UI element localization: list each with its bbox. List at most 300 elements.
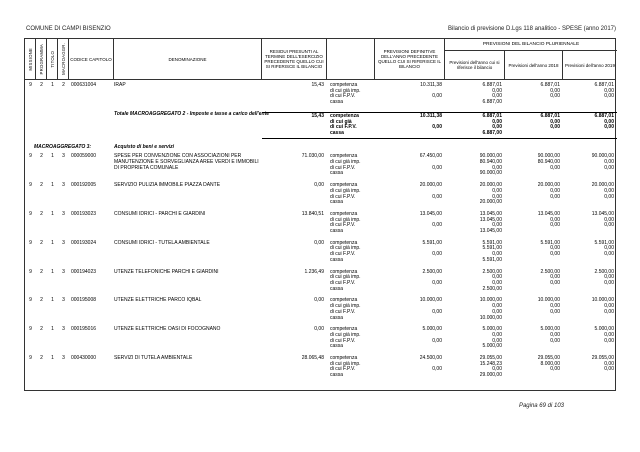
- residui-value: [262, 200, 327, 206]
- cell-titolo: 1: [51, 268, 54, 275]
- previsioni-definitive-value: [375, 229, 445, 235]
- previsioni-anno-value: 0,00: [492, 279, 502, 286]
- amounts-block: [262, 298, 617, 321]
- col-header-denominazione: DENOMINAZIONE: [114, 39, 262, 79]
- amount-line: [262, 100, 617, 106]
- previsioni-2019-value: 0,00: [604, 360, 614, 367]
- previsioni-anno-value: 0,00: [492, 274, 502, 281]
- municipality-title: COMUNE DI CAMPI BISENZIO: [26, 26, 111, 32]
- previsioni-2018-value: 0,00: [550, 193, 560, 200]
- cell-missione: 9: [29, 210, 32, 217]
- cell-denominazione: [114, 212, 262, 235]
- amounts-block: [262, 154, 617, 177]
- previsioni-anno-value: 0,00: [492, 331, 502, 338]
- amounts-block: [262, 327, 617, 350]
- amount-type-label: di cui F.P.V.: [330, 251, 356, 258]
- amount-line: [262, 373, 617, 379]
- residui-value: 71.030,00: [301, 153, 324, 160]
- previsioni-2018-value: 0,00: [550, 251, 560, 258]
- previsioni-anno-value: 29.000,00: [479, 372, 502, 379]
- col-header-tipo-empty: [327, 39, 375, 79]
- residui-value: [262, 100, 327, 106]
- cell-denominazione: [114, 83, 262, 106]
- residui-value: [262, 373, 327, 379]
- previsioni-2018-value: [505, 171, 563, 177]
- previsioni-anno-value: 0,00: [492, 193, 502, 200]
- previsioni-anno-value: 20.000,00: [479, 199, 502, 206]
- section-code: MACROAGGREGATO 3:: [34, 143, 92, 150]
- cell-titolo: 1: [51, 210, 54, 217]
- previsioni-definitive-value: 20.000,00: [419, 182, 442, 189]
- residui-value: 1.236,49: [304, 268, 324, 275]
- total-row-label: Totale MACROAGGREGATO 2 - Imposte e tasse a carico dell'ente: [114, 110, 270, 117]
- residui-value: 28.065,48: [301, 355, 324, 362]
- previsioni-2019-value: 10.000,00: [591, 297, 614, 304]
- previsioni-2018-value: [505, 287, 563, 293]
- cell-missione: 9: [29, 355, 32, 362]
- previsioni-anno-value: 20.000,00: [479, 182, 502, 189]
- previsioni-definitive-value: 2.500,00: [422, 268, 442, 275]
- residui-value: 0,00: [314, 326, 324, 333]
- previsioni-2019-value: 0,00: [604, 279, 614, 286]
- previsioni-anno-value: 0,00: [492, 93, 502, 100]
- cell-macroaggr: 2: [62, 82, 65, 88]
- amount-type-label: di cui già imp.: [330, 159, 361, 166]
- amounts-block: [262, 112, 617, 139]
- previsioni-2019-value: 0,00: [604, 245, 614, 252]
- previsioni-2018-value: [505, 258, 563, 264]
- cell-denominazione: [114, 183, 262, 206]
- cell-programma: 2: [40, 210, 43, 217]
- previsioni-2019-value: 20.000,00: [591, 182, 614, 189]
- col-header-macroaggr-label: MACROAGGR.: [60, 43, 66, 75]
- amount-type-label: competenza: [330, 268, 358, 275]
- col-header-previsioni-2019: Previsioni dell'anno 2019: [565, 62, 615, 68]
- col-header-previsioni-definitive: PREVISIONI DEFINITIVE DELL'ANNO PRECEDENTE QUELLO CUI SI RIFERISCE IL BILANCIO: [375, 39, 445, 79]
- previsioni-anno-value: 13.045,00: [479, 228, 502, 235]
- amount-type-label: di cui già imp.: [330, 245, 361, 252]
- previsioni-definitive-value: 0,00: [432, 337, 442, 344]
- previsioni-2018-value: [505, 316, 563, 322]
- cell-codice-capitolo: 000195016: [71, 326, 97, 333]
- previsioni-anno-value: 0,00: [492, 303, 502, 310]
- cell-missione: 9: [29, 326, 32, 333]
- previsioni-2019-value: 29.055,00: [591, 355, 614, 362]
- previsioni-anno-value: 2.500,00: [482, 268, 502, 275]
- previsioni-2019-value: [563, 316, 617, 322]
- previsioni-definitive-value: 67.450,00: [419, 153, 442, 160]
- previsioni-2018-value: 0,00: [550, 124, 560, 131]
- cell-programma: 2: [40, 182, 43, 189]
- total-row-spacer: [25, 112, 114, 139]
- cell-programma: 2: [40, 355, 43, 362]
- previsioni-definitive-value: 13.045,00: [419, 210, 442, 217]
- residui-value: [262, 171, 327, 177]
- denominazione-line: DI PROPRIETA COMUNALE: [114, 164, 179, 171]
- previsioni-definitive-value: 10.311,38: [420, 112, 442, 119]
- cell-macroaggr: 3: [62, 239, 65, 246]
- previsioni-2018-value: [505, 200, 563, 206]
- table-row: [25, 241, 615, 264]
- previsioni-anno-value: 5.591,00: [482, 256, 502, 263]
- cell-codice-capitolo: 000192005: [71, 182, 97, 189]
- amounts-block: [262, 241, 617, 264]
- amount-type-label: di cui F.P.V.: [330, 193, 356, 200]
- budget-table: [24, 38, 616, 391]
- previsioni-2018-value: 0,00: [550, 308, 560, 315]
- cell-codice-capitolo: 000430000: [71, 355, 97, 362]
- previsioni-definitive-value: 0,00: [432, 193, 442, 200]
- previsioni-anno-value: 0,00: [492, 118, 502, 125]
- table-body: [24, 80, 616, 391]
- amount-type-label: cassa: [330, 372, 344, 379]
- page-number: Pagina 69 di 103: [518, 403, 564, 409]
- previsioni-2019-value: 0,00: [604, 93, 614, 100]
- previsioni-definitive-value: 5.591,00: [422, 239, 442, 246]
- previsioni-definitive-value: 10.000,00: [419, 297, 442, 304]
- previsioni-2018-value: 5.000,00: [540, 326, 560, 333]
- previsioni-2018-value: 0,00: [550, 274, 560, 281]
- cell-denominazione: [114, 327, 262, 350]
- previsioni-anno-value: 13.045,00: [479, 216, 502, 223]
- previsioni-2019-value: [563, 131, 617, 137]
- table-header-row: [24, 38, 616, 80]
- previsioni-anno-value: 0,00: [492, 87, 502, 94]
- cell-programma: 2: [40, 153, 43, 160]
- previsioni-2019-value: 0,00: [604, 366, 614, 373]
- previsioni-2018-value: 0,00: [550, 93, 560, 100]
- previsioni-definitive-value: 0,00: [432, 366, 442, 373]
- denominazione-line: CONSUMI IDRICI - TUTELA AMBIENTALE: [114, 239, 210, 246]
- amount-line: [262, 287, 617, 293]
- previsioni-2018-value: 6.887,01: [540, 82, 560, 88]
- col-header-codice-capitolo: CODICE CAPITOLO: [69, 39, 114, 79]
- amount-type-label: competenza: [330, 210, 358, 217]
- previsioni-2019-value: 5.000,00: [594, 326, 614, 333]
- amount-type-label: di cui F.P.V.: [330, 164, 356, 171]
- denominazione-line: SERVIZIO PULIZIA IMMOBILE PIAZZA DANTE: [114, 182, 221, 189]
- previsioni-definitive-value: [375, 316, 445, 322]
- amount-type-label: competenza: [330, 112, 359, 119]
- amount-line: [262, 171, 617, 177]
- previsioni-anno-value: 0,00: [492, 308, 502, 315]
- residui-value: 0,00: [314, 297, 324, 304]
- previsioni-2019-value: 6.887,01: [594, 82, 614, 88]
- cell-programma: 2: [40, 268, 43, 275]
- cell-titolo: 1: [51, 355, 54, 362]
- previsioni-definitive-value: 0,00: [432, 251, 442, 258]
- previsioni-anno-value: 6.887,01: [482, 112, 502, 119]
- previsioni-definitive-value: [375, 344, 445, 350]
- amount-type-label: competenza: [330, 297, 358, 304]
- amount-type-label: di cui già imp.: [330, 360, 361, 367]
- amount-type-label: competenza: [330, 182, 358, 189]
- previsioni-2019-value: 2.500,00: [594, 268, 614, 275]
- previsioni-2019-value: [563, 258, 617, 264]
- previsioni-definitive-value: 0,00: [432, 164, 442, 171]
- amount-type-label: competenza: [330, 326, 358, 333]
- cell-missione: 9: [29, 182, 32, 189]
- previsioni-anno-value: 90.000,00: [479, 170, 502, 177]
- col-header-previsioni-2018: Previsioni dell'anno 2018: [505, 51, 563, 79]
- amount-type-label: di cui già imp.: [330, 216, 361, 223]
- previsioni-definitive-value: 24.500,00: [419, 355, 442, 362]
- previsioni-anno-value: 5.000,00: [482, 343, 502, 350]
- col-header-titolo-label: TITOLO: [49, 50, 55, 68]
- previsioni-anno-value: 10.000,00: [479, 297, 502, 304]
- previsioni-2018-value: 8.000,00: [540, 360, 560, 367]
- cell-programma: 2: [40, 82, 43, 88]
- previsioni-definitive-value: [375, 373, 445, 379]
- amount-type-label: cassa: [330, 228, 344, 235]
- previsioni-2018-value: 0,00: [550, 87, 560, 94]
- document-header: [26, 26, 616, 32]
- amounts-block: [262, 83, 617, 106]
- amount-type-label: cassa: [330, 256, 344, 263]
- previsioni-definitive-value: [375, 100, 445, 106]
- cell-macroaggr: 3: [62, 297, 65, 304]
- table-row: [25, 212, 615, 235]
- previsioni-2018-value: 2.500,00: [540, 268, 560, 275]
- cell-titolo: 1: [51, 297, 54, 304]
- previsioni-anno-value: 15.248,23: [479, 360, 502, 367]
- amount-type-label: di cui F.P.V.: [330, 308, 356, 315]
- previsioni-anno-value: 5.000,00: [482, 326, 502, 333]
- col-header-titolo: [47, 39, 58, 79]
- cell-denominazione: [114, 154, 262, 177]
- previsioni-2018-value: [505, 100, 563, 106]
- cell-programma: 2: [40, 297, 43, 304]
- amount-type-label: cassa: [330, 129, 344, 136]
- col-header-group-pluriennale: [445, 39, 617, 79]
- residui-value: [262, 287, 327, 293]
- previsioni-2019-value: [563, 171, 617, 177]
- previsioni-2019-value: 0,00: [604, 274, 614, 281]
- amount-line: [262, 258, 617, 264]
- denominazione-line: SERVIZI DI TUTELA AMBIENTALE: [114, 355, 193, 362]
- amount-type-label: di cui già imp.: [330, 274, 361, 281]
- previsioni-2019-value: 0,00: [604, 164, 614, 171]
- amount-line: [262, 131, 617, 137]
- previsioni-definitive-value: 0,00: [432, 124, 442, 131]
- previsioni-2018-value: [505, 344, 563, 350]
- amount-type-label: cassa: [330, 99, 344, 106]
- cell-titolo: 1: [51, 239, 54, 246]
- amount-type-label: cassa: [330, 285, 344, 292]
- table-row: [25, 83, 615, 106]
- previsioni-2018-value: 10.000,00: [537, 297, 560, 304]
- previsioni-definitive-value: [375, 200, 445, 206]
- previsioni-anno-value: 90.000,00: [479, 153, 502, 160]
- previsioni-2018-value: 0,00: [550, 279, 560, 286]
- amount-type-label: competenza: [330, 239, 358, 246]
- previsioni-2019-value: [563, 373, 617, 379]
- table-row: [25, 183, 615, 206]
- cell-denominazione: [114, 356, 262, 379]
- residui-value: [262, 229, 327, 235]
- amount-type-label: di cui già imp.: [330, 187, 361, 194]
- previsioni-2019-value: 6.887,01: [594, 112, 614, 119]
- previsioni-2019-value: 0,00: [604, 308, 614, 315]
- amount-type-label: di cui F.P.V.: [330, 366, 356, 373]
- document-title: Bilancio di previsione D.Lgs 118 analitico - SPESE (anno 2017): [448, 26, 616, 32]
- amounts-block: [262, 212, 617, 235]
- previsioni-2018-value: 0,00: [550, 337, 560, 344]
- section-header-row: [25, 145, 615, 151]
- amount-type-label: cassa: [330, 199, 344, 206]
- previsioni-2019-value: [563, 344, 617, 350]
- amount-type-label: di cui F.P.V.: [330, 337, 356, 344]
- residui-value: [262, 131, 327, 137]
- previsioni-2019-value: 5.591,00: [594, 239, 614, 246]
- previsioni-anno-value: 13.045,00: [479, 210, 502, 217]
- cell-codice-capitolo: 000059000: [71, 153, 97, 160]
- total-row: [25, 112, 615, 139]
- previsioni-2018-value: 0,00: [550, 366, 560, 373]
- residui-value: 15,43: [311, 82, 324, 88]
- previsioni-2019-value: 0,00: [604, 118, 614, 125]
- amount-type-label: cassa: [330, 170, 344, 177]
- previsioni-anno-value: 80.940,00: [479, 159, 502, 166]
- denominazione-line: CONSUMI IDRICI - PARCHI E GIARDINI: [114, 210, 206, 217]
- previsioni-anno-value: 6.887,01: [482, 82, 502, 88]
- cell-missione: 9: [29, 268, 32, 275]
- previsioni-2019-value: [563, 229, 617, 235]
- previsioni-definitive-value: 5.000,00: [422, 326, 442, 333]
- cell-titolo: 1: [51, 82, 54, 88]
- residui-value: 13.840,51: [301, 210, 324, 217]
- amount-type-label: di cui già: [330, 118, 352, 125]
- previsioni-2019-value: 90.000,00: [591, 153, 614, 160]
- denominazione-line: MANUTENZIONE E SORVEGLIANZA AREE VERDI E IMMOBILI: [114, 159, 259, 166]
- previsioni-anno-value: 0,00: [492, 251, 502, 258]
- pluriennale-subheaders: [445, 51, 617, 79]
- previsioni-2019-value: 0,00: [604, 159, 614, 166]
- col-header-programma-label: PROGRAMMA: [38, 43, 44, 75]
- previsioni-anno-value: 0,00: [492, 222, 502, 229]
- previsioni-2018-value: 13.045,00: [537, 210, 560, 217]
- amount-type-label: competenza: [330, 82, 358, 88]
- cell-codice-capitolo: 000194023: [71, 268, 97, 275]
- col-header-previsioni-anno-bilancio: Previsioni dell'anno cui si riferisce il bilancio: [445, 51, 505, 79]
- amount-type-label: cassa: [330, 314, 344, 321]
- cell-denominazione: [114, 241, 262, 264]
- cell-missione: 9: [29, 82, 32, 88]
- previsioni-2018-value: 29.055,00: [537, 355, 560, 362]
- residui-value: [262, 344, 327, 350]
- previsioni-2018-value: 5.591,00: [540, 239, 560, 246]
- previsioni-2018-value: 0,00: [550, 118, 560, 125]
- cell-macroaggr: 3: [62, 210, 65, 217]
- col-header-missione: [25, 39, 36, 79]
- section-title: Acquisto di beni e servizi: [114, 143, 175, 150]
- amounts-block: [262, 183, 617, 206]
- previsioni-2019-value: 0,00: [604, 187, 614, 194]
- previsioni-2018-value: 0,00: [550, 187, 560, 194]
- cell-denominazione: [114, 270, 262, 293]
- cell-missione: 9: [29, 239, 32, 246]
- amount-type-label: competenza: [330, 355, 358, 362]
- cell-denominazione: [114, 298, 262, 321]
- previsioni-anno-value: 10.000,00: [479, 314, 502, 321]
- previsioni-2018-value: 0,00: [550, 164, 560, 171]
- col-header-macroaggr: [58, 39, 69, 79]
- amount-type-label: di cui già imp.: [330, 87, 361, 94]
- residui-value: [262, 316, 327, 322]
- previsioni-2019-value: 0,00: [604, 87, 614, 94]
- denominazione-line: IRAP: [114, 82, 126, 88]
- previsioni-definitive-value: 0,00: [432, 222, 442, 229]
- denominazione-line: UTENZE ELETTRICHE PARCO IQBAL: [114, 297, 202, 304]
- previsioni-2019-value: 13.045,00: [591, 210, 614, 217]
- amount-line: [262, 200, 617, 206]
- amount-type-label: di cui F.P.V.: [330, 279, 356, 286]
- cell-missione: 9: [29, 153, 32, 160]
- previsioni-2019-value: 0,00: [604, 251, 614, 258]
- cell-codice-capitolo: 000193024: [71, 239, 97, 246]
- previsioni-anno-value: 5.591,00: [482, 245, 502, 252]
- cell-macroaggr: 3: [62, 268, 65, 275]
- previsioni-anno-value: 0,00: [492, 124, 502, 131]
- previsioni-2018-value: [505, 131, 563, 137]
- residui-value: 15,43: [311, 112, 324, 119]
- previsioni-2018-value: 90.000,00: [537, 153, 560, 160]
- cell-macroaggr: 3: [62, 153, 65, 160]
- previsioni-2019-value: 0,00: [604, 124, 614, 131]
- cell-codice-capitolo: 000193023: [71, 210, 97, 217]
- previsioni-2019-value: 0,00: [604, 222, 614, 229]
- amount-type-label: di cui F.P.V.: [330, 124, 357, 131]
- cell-titolo: 1: [51, 153, 54, 160]
- previsioni-2018-value: 6.887,01: [540, 112, 560, 119]
- previsioni-definitive-value: [375, 287, 445, 293]
- previsioni-2018-value: 0,00: [550, 331, 560, 338]
- previsioni-definitive-value: 0,00: [432, 279, 442, 286]
- previsioni-2019-value: [563, 100, 617, 106]
- previsioni-definitive-value: [375, 131, 445, 137]
- previsioni-2018-value: 0,00: [550, 216, 560, 223]
- amount-line: [262, 344, 617, 350]
- denominazione-line: UTENZE TELEFONICHE PARCHI E GIARDINI: [114, 268, 219, 275]
- previsioni-definitive-value: 10.311,38: [420, 82, 442, 88]
- residui-value: [262, 258, 327, 264]
- previsioni-2018-value: 0,00: [550, 245, 560, 252]
- amount-type-label: competenza: [330, 153, 358, 160]
- previsioni-anno-value: 0,00: [492, 337, 502, 344]
- cell-codice-capitolo: 000631004: [71, 82, 97, 88]
- previsioni-anno-value: 2.500,00: [482, 285, 502, 292]
- previsioni-2018-value: 0,00: [550, 303, 560, 310]
- previsioni-2018-value: 80.940,00: [537, 159, 560, 166]
- table-row: [25, 298, 615, 321]
- previsioni-2019-value: 0,00: [604, 331, 614, 338]
- previsioni-2019-value: 0,00: [604, 303, 614, 310]
- amount-line: [262, 316, 617, 322]
- col-header-missione-label: MISSIONE: [27, 47, 33, 71]
- previsioni-2018-value: 20.000,00: [537, 182, 560, 189]
- col-header-residui-presunti: RESIDUI PRESUNTI AL TERMINE DELL'ESERCIZIO PRECEDENTE QUELLO CUI SI RIFERISCE IL BILANCIO: [262, 39, 327, 79]
- residui-value: 0,00: [314, 182, 324, 189]
- previsioni-2019-value: [563, 200, 617, 206]
- previsioni-anno-value: 0,00: [492, 187, 502, 194]
- amount-type-label: di cui già imp.: [330, 303, 361, 310]
- amounts-block: [262, 270, 617, 293]
- previsioni-anno-value: 6.887,00: [482, 129, 502, 136]
- cell-programma: 2: [40, 326, 43, 333]
- previsioni-anno-value: 6.887,00: [482, 99, 502, 106]
- amount-type-label: di cui già imp.: [330, 331, 361, 338]
- table-row: [25, 327, 615, 350]
